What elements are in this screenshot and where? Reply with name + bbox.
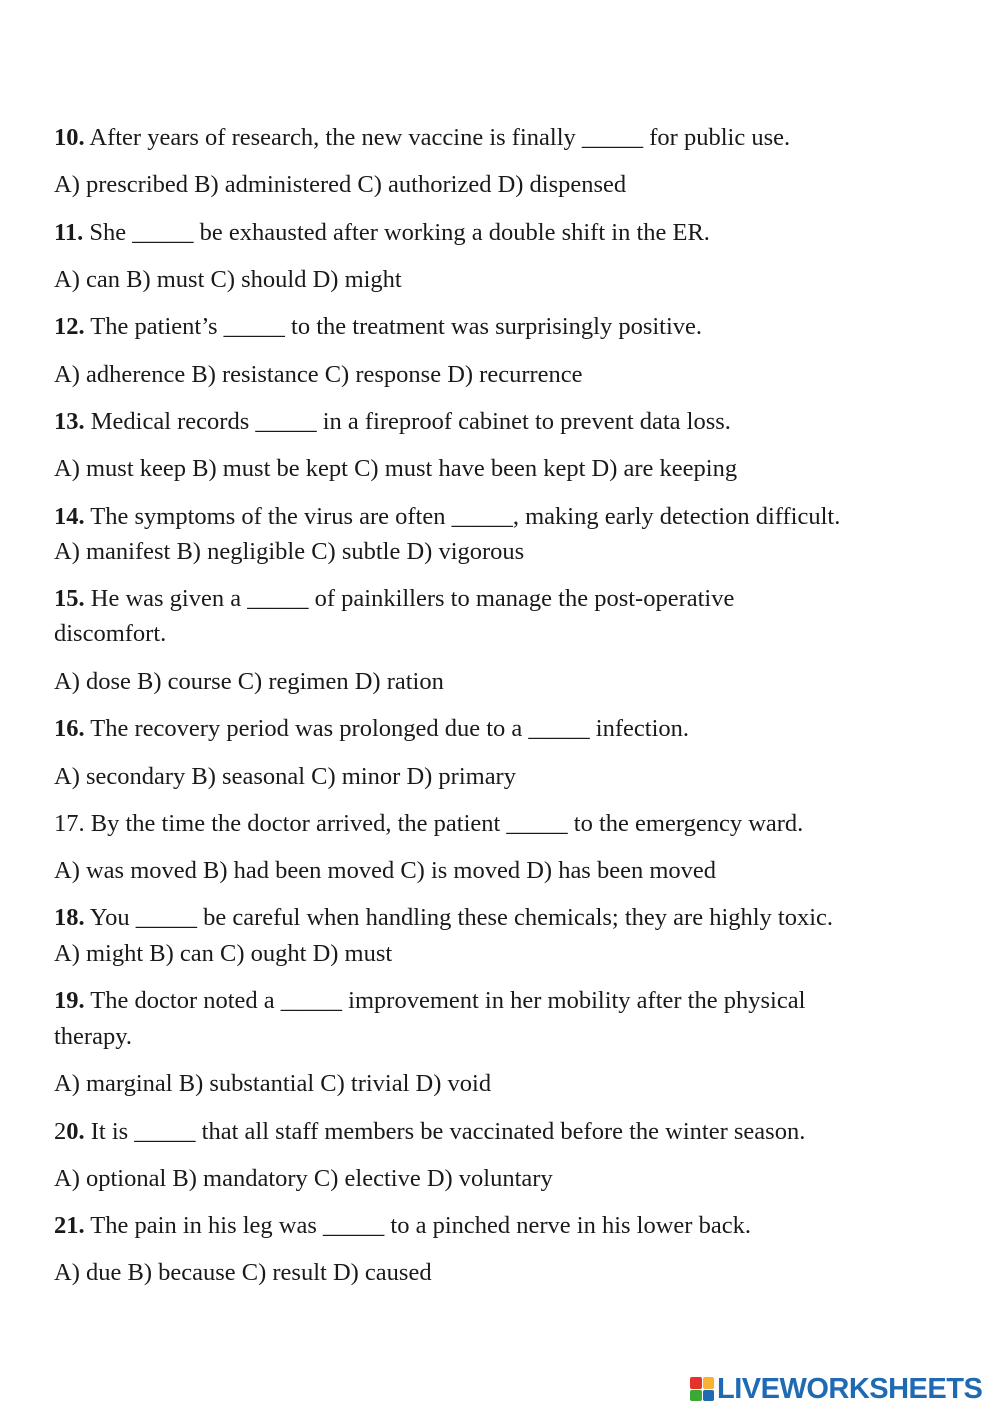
options-10: A) prescribed B) administered C) authorized D) dispensed: [54, 171, 627, 198]
question-number: 15.: [54, 585, 85, 612]
options-11: A) can B) must C) should D) might: [54, 266, 402, 293]
options-13: A) must keep B) must be kept C) must have been kept D) are keeping: [54, 455, 738, 482]
options-15: A) dose B) course C) regimen D) ration: [54, 668, 444, 695]
question-text: The patient’s _____ to the treatment was surprisingly positive.: [84, 313, 703, 340]
question-text: By the time the doctor arrived, the patient _____ to the emergency ward.: [84, 810, 804, 837]
question-text: The doctor noted a _____ improvement in her mobility after the physical: [84, 987, 806, 1014]
logo-square: [703, 1390, 715, 1402]
options-16: A) secondary B) seasonal C) minor D) primary: [54, 763, 516, 790]
liveworksheets-logo[interactable]: [690, 1374, 982, 1404]
options-21: A) due B) because C) result D) caused: [54, 1259, 432, 1286]
question-15-line2: discomfort.: [54, 620, 167, 647]
question-number: 21.: [54, 1212, 85, 1239]
liveworksheets-logo-icon: [690, 1377, 714, 1401]
question-number: 12.: [54, 313, 85, 340]
question-15: [54, 581, 954, 616]
options-12: A) adherence B) resistance C) response D) recurrence: [54, 361, 583, 388]
question-text: She _____ be exhausted after working a double shift in the ER.: [83, 219, 710, 246]
question-text: The symptoms of the virus are often _____, making early detection difficult.: [84, 503, 841, 530]
logo-square: [690, 1377, 702, 1389]
question-number: 16.: [54, 715, 85, 742]
question-18: [54, 900, 954, 935]
question-text: It is _____ that all staff members be vaccinated before the winter season.: [84, 1118, 806, 1145]
options-19: A) marginal B) substantial C) trivial D) void: [54, 1070, 492, 1097]
question-text: The pain in his leg was _____ to a pinched nerve in his lower back.: [84, 1212, 751, 1239]
question-text: Medical records _____ in a fireproof cabinet to prevent data loss.: [84, 408, 731, 435]
question-text: He was given a _____ of painkillers to manage the post-operative: [84, 585, 735, 612]
question-13: [54, 404, 954, 439]
question-10: [54, 120, 954, 155]
question-21: [54, 1208, 954, 1243]
question-12: [54, 309, 954, 344]
options-20: A) optional B) mandatory C) elective D) voluntary: [54, 1165, 553, 1192]
question-text: The recovery period was prolonged due to a _____ infection.: [84, 715, 690, 742]
question-number: 10.: [54, 124, 85, 151]
logo-square: [690, 1390, 702, 1402]
question-number: 17.: [54, 810, 85, 837]
question-number: 0.: [66, 1118, 85, 1145]
question-number-plain: 2: [54, 1118, 67, 1145]
question-14: [54, 499, 954, 534]
question-number: 18.: [54, 904, 85, 931]
question-19-line2: therapy.: [54, 1023, 132, 1050]
question-text: After years of research, the new vaccine is finally _____ for public use.: [84, 124, 791, 151]
options-18: A) might B) can C) ought D) must: [54, 940, 393, 967]
question-number: 11.: [54, 219, 84, 246]
question-11: [54, 215, 954, 250]
question-number: 19.: [54, 987, 85, 1014]
options-17: A) was moved B) had been moved C) is moved D) has been moved: [54, 857, 717, 884]
question-number: 13.: [54, 408, 85, 435]
question-number: 14.: [54, 503, 85, 530]
question-text: You _____ be careful when handling these chemicals; they are highly toxic.: [84, 904, 834, 931]
question-19: [54, 983, 954, 1018]
question-17: [54, 806, 954, 841]
question-16: [54, 711, 954, 746]
question-20: [54, 1114, 954, 1149]
logo-text: LIVEWORKSHEETS: [717, 1372, 983, 1405]
options-14: A) manifest B) negligible C) subtle D) vigorous: [54, 538, 525, 565]
logo-square: [703, 1377, 715, 1389]
